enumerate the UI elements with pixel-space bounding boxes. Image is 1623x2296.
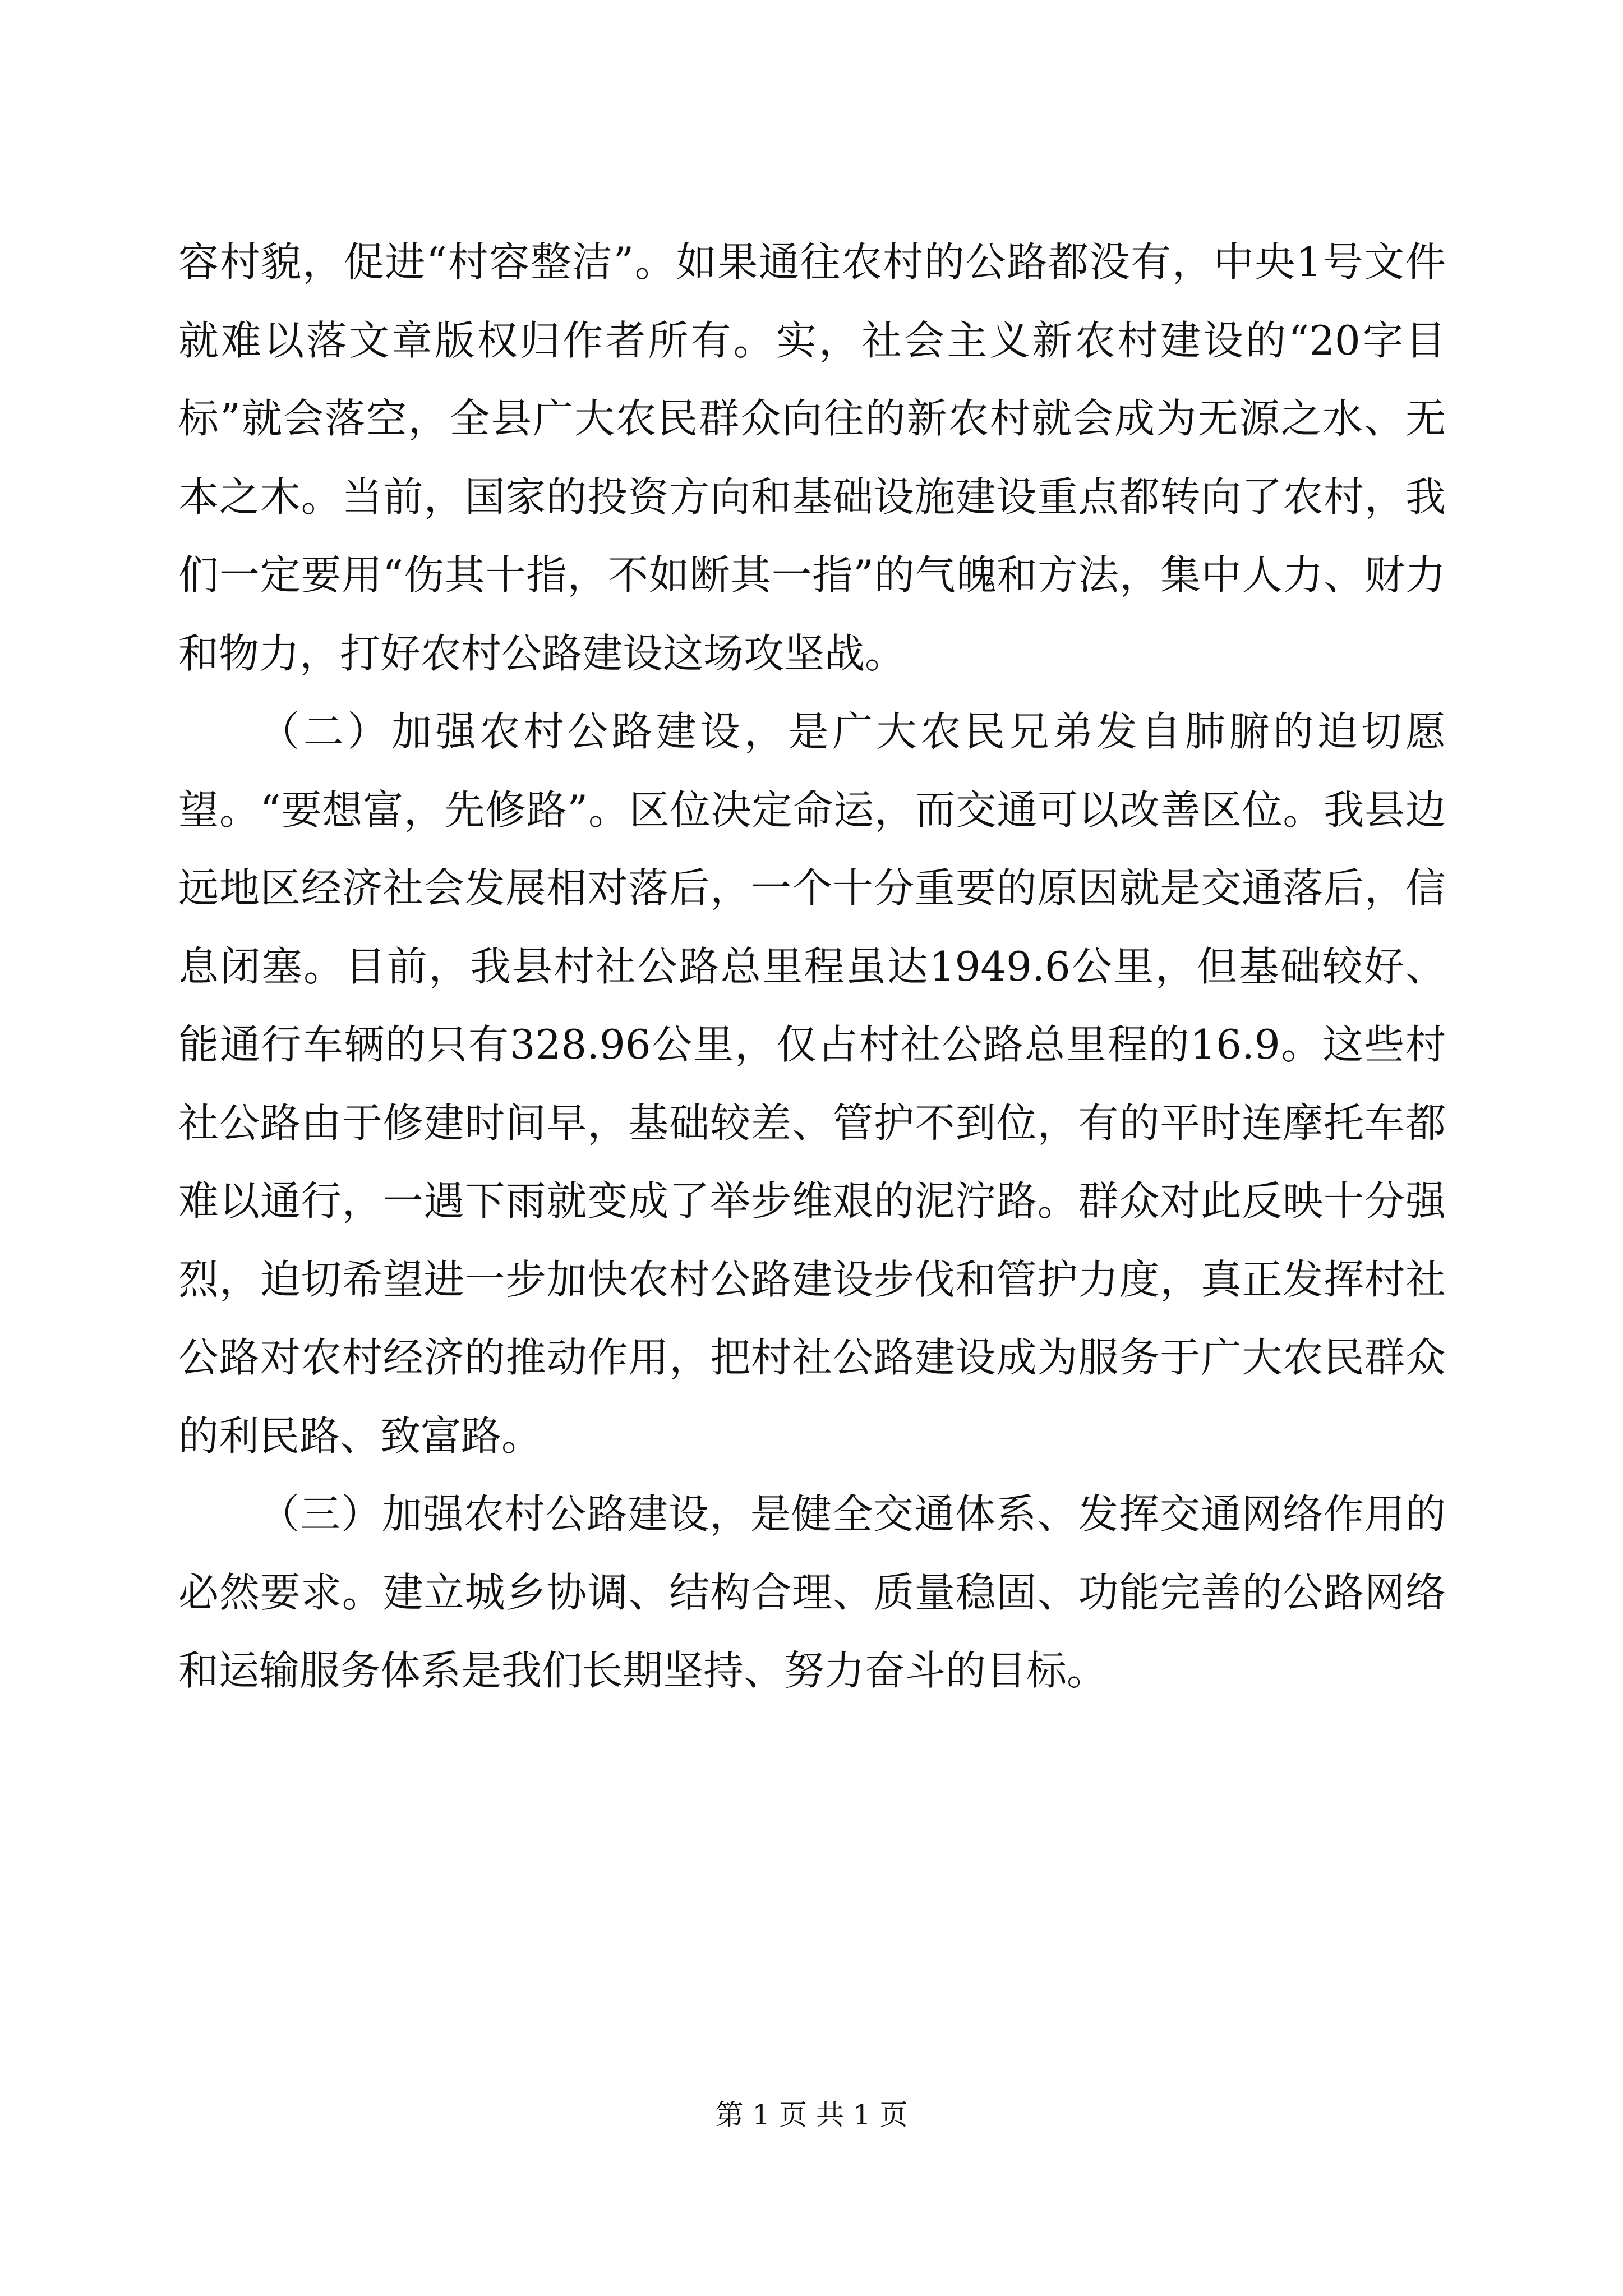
document-body [178,223,1446,1710]
paragraph-1: 容村貌，促进“村容整洁”。如果通往农村的公路都没有，中央1号文件就难以落文章版权归作者所有。实，社会主义新农村建设的“20字目标”就会落空，全县广大农民群众向往的新农村就会成为无源之水、无本之木。当前，国家的投资方向和基础设施建设重点都转向了农村，我们一定要用“伤其十指，不如断其一指”的气魄和方法，集中人力、财力和物力，打好农村公路建设这场攻坚战。 [178,238,1446,677]
page-footer [0,2098,1623,2132]
paragraph-2: （二）加强农村公路建设，是广大农民兄弟发自肺腑的迫切愿望。“要想富，先修路”。区位决定命运，而交通可以改善区位。我县边远地区经济社会发展相对落后，一个十分重要的原因就是交通落后，信息闭塞。目前，我县村社公路总里程虽达1949.6公里，但基础较好、能通行车辆的只有328.96公里，仅占村社公路总里程的16.9。这些村社公路由于修建时间早，基础较差、管护不到位，有的平时连摩托车都难以通行，一遇下雨就变成了举步维艰的泥泞路。群众对此反映十分强烈，迫切希望进一步加快农村公路建设步伐和管护力度，真正发挥村社公路对农村经济的推动作用，把村社公路建设成为服务于广大农民群众的利民路、致富路。 [178,708,1446,1460]
paragraph-3: （三）加强农村公路建设，是健全交通体系、发挥交通网络作用的必然要求。建立城乡协调、结构合理、质量稳固、功能完善的公路网络和运输服务体系是我们长期坚持、努力奋斗的目标。 [178,1490,1446,1694]
page-number-label: 第 1 页 共 1 页 [715,2099,908,2131]
